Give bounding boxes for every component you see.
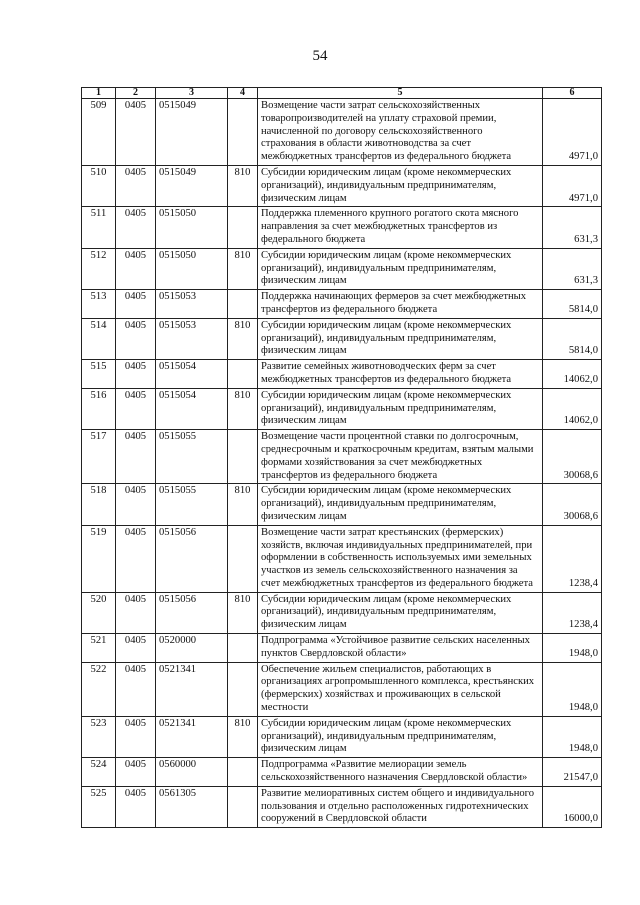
description-line: Возмещение части затрат крестьянских (фермерских) (261, 526, 504, 538)
description-line: Развитие мелиоративных систем общего и индивидуального (261, 787, 535, 799)
table-row (82, 388, 602, 429)
description-line: межбюджетных трансфертов из федерального бюджета (261, 151, 512, 163)
target-article-cell: 0521341 (156, 662, 228, 716)
description-line: начисленной по договору сельскохозяйственного (261, 125, 483, 137)
table-row (82, 360, 602, 389)
target-article-cell: 0515050 (156, 248, 228, 289)
row-number-cell: 523 (82, 716, 116, 757)
table-row (82, 99, 602, 166)
description-line: хозяйств, включая индивидуальных предпринимателей, при (261, 539, 533, 551)
row-number-cell: 518 (82, 484, 116, 525)
description-line: физическим лицам (261, 275, 347, 287)
amount-cell: 1238,4 (543, 592, 602, 633)
section-code-cell: 0405 (116, 786, 156, 827)
amount-cell: 5814,0 (543, 318, 602, 359)
description-cell (258, 758, 543, 787)
row-number-cell: 514 (82, 318, 116, 359)
row-number-cell: 515 (82, 360, 116, 389)
table-row (82, 430, 602, 484)
row-number-cell: 519 (82, 525, 116, 592)
description-line: организациях агропромышленного комплекса, крестьянских (261, 676, 535, 688)
description-cell (258, 662, 543, 716)
description-line: Субсидии юридическим лицам (кроме некоммерческих (261, 319, 512, 331)
target-article-cell: 0515056 (156, 525, 228, 592)
section-code-cell: 0405 (116, 388, 156, 429)
amount-cell: 21547,0 (543, 758, 602, 787)
description-cell (258, 716, 543, 757)
target-article-cell: 0515054 (156, 360, 228, 389)
row-number-cell: 524 (82, 758, 116, 787)
description-line: организаций), индивидуальным предпринимателям, (261, 179, 497, 191)
description-cell (258, 525, 543, 592)
target-article-cell: 0515054 (156, 388, 228, 429)
description-line: Подпрограмма «Устойчивое развитие сельских населенных (261, 635, 530, 647)
description-line: участков из земель сельскохозяйственного назначения за (261, 565, 518, 577)
table-row (82, 248, 602, 289)
description-cell (258, 318, 543, 359)
description-line: Субсидии юридическим лицам (кроме некоммерческих (261, 166, 512, 178)
section-code-cell: 0405 (116, 318, 156, 359)
description-line: товаропроизводителей на уплату страховой премии, (261, 112, 497, 124)
table-row (82, 207, 602, 248)
header-col-6: 6 (543, 88, 602, 99)
description-line: Поддержка начинающих фермеров за счет межбюджетных (261, 291, 527, 303)
description-line: организаций), индивидуальным предпринимателям, (261, 262, 497, 274)
description-line: организаций), индивидуальным предпринимателям, (261, 606, 497, 618)
description-cell (258, 484, 543, 525)
description-line: Обеспечение жильем специалистов, работающих в (261, 663, 492, 675)
description-line: среднесрочным и краткосрочным кредитам, взятым малыми (261, 443, 534, 455)
section-code-cell: 0405 (116, 758, 156, 787)
target-article-cell: 0515053 (156, 290, 228, 319)
expense-type-cell (228, 360, 258, 389)
target-article-cell: 0561305 (156, 786, 228, 827)
target-article-cell: 0515050 (156, 207, 228, 248)
description-line: трансфертов из федерального бюджета (261, 303, 438, 315)
description-line: Субсидии юридическим лицам (кроме некоммерческих (261, 485, 512, 497)
amount-cell: 1948,0 (543, 716, 602, 757)
description-line: местности (261, 702, 309, 714)
description-line: счет межбюджетных трансфертов из федерального бюджета (261, 577, 533, 589)
description-line: организаций), индивидуальным предпринимателям, (261, 730, 497, 742)
description-line: организаций), индивидуальным предпринимателям, (261, 498, 497, 510)
page-number: 54 (312, 48, 328, 64)
description-line: организаций), индивидуальным предпринимателям, (261, 332, 497, 344)
description-line: страхования в области животноводства за счет (261, 138, 471, 150)
section-code-cell: 0405 (116, 592, 156, 633)
description-cell (258, 388, 543, 429)
expense-type-cell (228, 99, 258, 166)
section-code-cell: 0405 (116, 99, 156, 166)
description-cell (258, 99, 543, 166)
amount-cell: 30068,6 (543, 430, 602, 484)
target-article-cell: 0515055 (156, 430, 228, 484)
expense-type-cell (228, 430, 258, 484)
expense-type-cell (228, 634, 258, 663)
row-number-cell: 522 (82, 662, 116, 716)
description-line: (фермерских) хозяйствах и проживающих в сельской (261, 689, 501, 701)
description-cell (258, 430, 543, 484)
expense-type-cell (228, 290, 258, 319)
description-cell (258, 360, 543, 389)
row-number-cell: 520 (82, 592, 116, 633)
expense-type-cell: 810 (228, 165, 258, 206)
description-cell (258, 207, 543, 248)
expense-type-cell: 810 (228, 318, 258, 359)
row-number-cell: 517 (82, 430, 116, 484)
table-header-row (82, 88, 602, 99)
expense-type-cell (228, 207, 258, 248)
expense-type-cell: 810 (228, 388, 258, 429)
table-row (82, 318, 602, 359)
section-code-cell: 0405 (116, 290, 156, 319)
table-row (82, 165, 602, 206)
description-line: Подпрограмма «Развитие мелиорации земель (261, 759, 467, 771)
description-line: сооружений в Свердловской области (261, 813, 427, 825)
section-code-cell: 0405 (116, 248, 156, 289)
table-row (82, 525, 602, 592)
expense-type-cell: 810 (228, 592, 258, 633)
amount-cell: 4971,0 (543, 99, 602, 166)
row-number-cell: 516 (82, 388, 116, 429)
description-line: физическим лицам (261, 619, 347, 631)
section-code-cell: 0405 (116, 430, 156, 484)
row-number-cell: 510 (82, 165, 116, 206)
table-row (82, 758, 602, 787)
table-row (82, 592, 602, 633)
table-row (82, 786, 602, 827)
table-row (82, 716, 602, 757)
expense-type-cell (228, 525, 258, 592)
description-line: формами хозяйствования за счет межбюджетных (261, 456, 483, 468)
description-line: Субсидии юридическим лицам (кроме некоммерческих (261, 389, 512, 401)
amount-cell: 631,3 (543, 248, 602, 289)
expense-type-cell: 810 (228, 716, 258, 757)
section-code-cell: 0405 (116, 525, 156, 592)
description-cell (258, 290, 543, 319)
description-line: оформлении в собственность используемых ими земельных (261, 552, 532, 564)
section-code-cell: 0405 (116, 207, 156, 248)
target-article-cell: 0515049 (156, 165, 228, 206)
description-cell (258, 248, 543, 289)
section-code-cell: 0405 (116, 165, 156, 206)
description-line: межбюджетных трансфертов из федерального бюджета (261, 373, 512, 385)
amount-cell: 631,3 (543, 207, 602, 248)
target-article-cell: 0515055 (156, 484, 228, 525)
amount-cell: 30068,6 (543, 484, 602, 525)
table-row (82, 290, 602, 319)
row-number-cell: 521 (82, 634, 116, 663)
expense-type-cell (228, 662, 258, 716)
description-line: Субсидии юридическим лицам (кроме некоммерческих (261, 593, 512, 605)
description-line: физическим лицам (261, 743, 347, 755)
description-line: направления за счет межбюджетных трансфертов из (261, 221, 498, 233)
description-line: организаций), индивидуальным предпринимателям, (261, 402, 497, 414)
section-code-cell: 0405 (116, 360, 156, 389)
description-line: пользования и отдельно расположенных гидротехнических (261, 800, 529, 812)
amount-cell: 1948,0 (543, 634, 602, 663)
amount-cell: 14062,0 (543, 388, 602, 429)
description-line: Субсидии юридическим лицам (кроме некоммерческих (261, 249, 512, 261)
budget-table (81, 87, 602, 828)
description-cell (258, 592, 543, 633)
header-col-2: 2 (116, 88, 156, 99)
description-line: физическим лицам (261, 192, 347, 204)
header-col-3: 3 (156, 88, 228, 99)
description-line: федерального бюджета (261, 233, 366, 245)
expense-type-cell (228, 758, 258, 787)
header-col-5: 5 (258, 88, 543, 99)
expense-type-cell (228, 786, 258, 827)
table-body (82, 99, 602, 828)
description-cell (258, 165, 543, 206)
target-article-cell: 0560000 (156, 758, 228, 787)
row-number-cell: 509 (82, 99, 116, 166)
header-col-1: 1 (82, 88, 116, 99)
target-article-cell: 0520000 (156, 634, 228, 663)
row-number-cell: 513 (82, 290, 116, 319)
amount-cell: 5814,0 (543, 290, 602, 319)
row-number-cell: 525 (82, 786, 116, 827)
row-number-cell: 511 (82, 207, 116, 248)
table-row (82, 662, 602, 716)
description-line: физическим лицам (261, 345, 347, 357)
expense-type-cell: 810 (228, 248, 258, 289)
section-code-cell: 0405 (116, 716, 156, 757)
description-line: Возмещение части затрат сельскохозяйственных (261, 100, 481, 111)
description-cell (258, 786, 543, 827)
amount-cell: 1948,0 (543, 662, 602, 716)
expense-type-cell: 810 (228, 484, 258, 525)
target-article-cell: 0515056 (156, 592, 228, 633)
description-line: физическим лицам (261, 415, 347, 427)
description-line: Возмещение части процентной ставки по долгосрочным, (261, 431, 519, 443)
amount-cell: 1238,4 (543, 525, 602, 592)
table-row (82, 634, 602, 663)
target-article-cell: 0515053 (156, 318, 228, 359)
description-line: физическим лицам (261, 510, 347, 522)
section-code-cell: 0405 (116, 634, 156, 663)
row-number-cell: 512 (82, 248, 116, 289)
header-col-4: 4 (228, 88, 258, 99)
table-row (82, 484, 602, 525)
description-line: пунктов Свердловской области» (261, 647, 407, 659)
description-line: Поддержка племенного крупного рогатого скота мясного (261, 208, 519, 220)
amount-cell: 14062,0 (543, 360, 602, 389)
target-article-cell: 0521341 (156, 716, 228, 757)
amount-cell: 4971,0 (543, 165, 602, 206)
description-line: трансфертов из федерального бюджета (261, 469, 438, 481)
section-code-cell: 0405 (116, 662, 156, 716)
section-code-cell: 0405 (116, 484, 156, 525)
target-article-cell: 0515049 (156, 99, 228, 166)
description-cell (258, 634, 543, 663)
amount-cell: 16000,0 (543, 786, 602, 827)
description-line: сельскохозяйственного назначения Свердловской области» (261, 772, 528, 784)
description-line: Субсидии юридическим лицам (кроме некоммерческих (261, 717, 512, 729)
description-line: Развитие семейных животноводческих ферм за счет (261, 361, 496, 373)
